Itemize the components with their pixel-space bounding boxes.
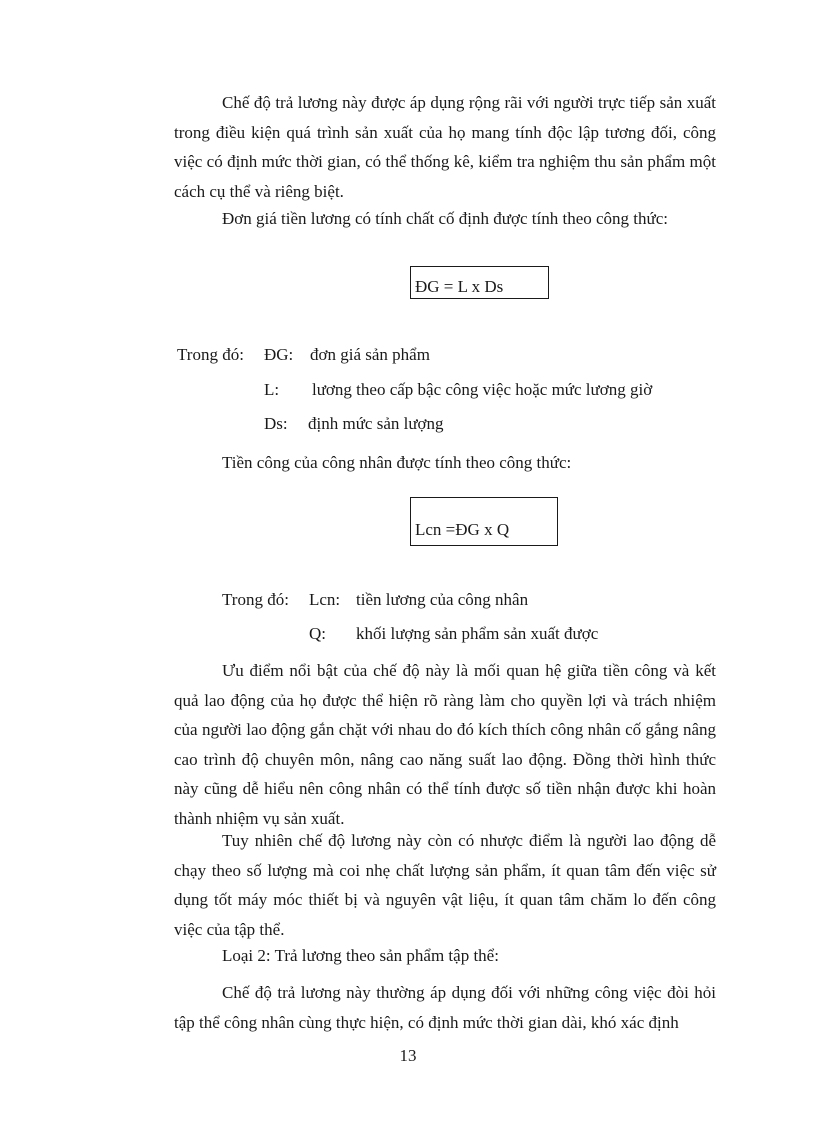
legend1-desc-dg: đơn giá sản phẩm [310,345,430,364]
legend2-symbol-lcn: Lcn: [309,590,341,609]
legend1-desc-l: lương theo cấp bậc công việc hoặc mức lương giờ [312,380,653,399]
paragraph-advantages: Ưu điểm nổi bật của chế độ này là mối quan hệ giữa tiền công và kết quả lao động của họ được thể hiện rõ ràng làm cho quyền lợi và trách nhiệm của người lao động gắn chặt với nhau do đó kích thích công nhân cố gắng nâng cao trình độ chuyên môn, nâng cao năng suất lao động. Đồng thời hình thức này cũng dễ hiểu nên công nhân có thể tính được số tiền nhận được khi hoàn thành nhiệm vụ sản xuất. [174,661,716,828]
page-number: 13 [399,1046,417,1065]
legend2-intro: Trong đó: [222,590,289,609]
legend1-desc-ds: định mức sản lượng [308,414,444,433]
formula-worker-wage: Lcn =ĐG x Q [410,497,558,546]
formula-unit-price: ĐG = L x Ds [410,266,549,299]
legend1-symbol-ds: Ds: [264,414,288,433]
paragraph-disadvantages: Tuy nhiên chế độ lương này còn có nhược điểm là người lao động dễ chạy theo số lượng mà coi nhẹ chất lượng sản phẩm, ít quan tâm đến việc sử dụng tốt máy móc thiết bị và nguyên vật liệu, ít quan tâm chăm lo đến công việc của tập thể. [174,831,716,939]
paragraph-collective-scope: Chế độ trả lương này thường áp dụng đối với những công việc đòi hỏi tập thể công nhân cùng thực hiện, có định mức thời gian dài, khó xác định [174,983,716,1032]
paragraph-type-2-heading: Loại 2: Trả lương theo sản phẩm tập thể: [222,946,499,965]
legend2-desc-lcn: tiền lương của công nhân [356,590,529,609]
paragraph-wage-intro: Tiền công của công nhân được tính theo công thức: [222,453,572,472]
legend2-symbol-q: Q: [309,624,326,643]
legend2-desc-q: khối lượng sản phẩm sản xuất được [356,624,599,643]
paragraph-scope: Chế độ trả lương này được áp dụng rộng rãi với người trực tiếp sản xuất trong điều kiện quá trình sản xuất của họ mang tính độc lập tương đối, công việc có định mức thời gian, có thể thống kê, kiểm tra nghiệm thu sản phẩm một cách cụ thể và riêng biệt. [174,93,716,201]
legend1-symbol-l: L: [264,380,280,399]
legend1-intro: Trong đó: [177,345,244,364]
paragraph-unit-price-intro: Đơn giá tiền lương có tính chất cố định được tính theo công thức: [222,209,668,228]
legend1-symbol-dg: ĐG: [264,345,294,364]
